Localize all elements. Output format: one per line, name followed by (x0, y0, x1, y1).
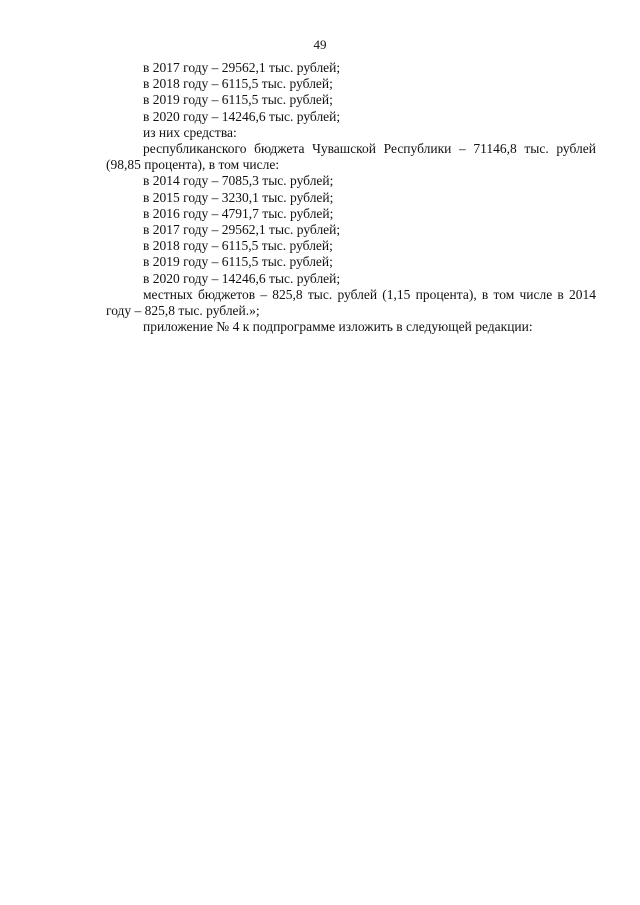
republic-line-2016: в 2016 году – 4791,7 тыс. рублей; (143, 205, 334, 221)
funding-line-2018: в 2018 году – 6115,5 тыс. рублей; (143, 76, 333, 92)
republic-budget-paragraph: республиканского бюджета Чувашской Республики – 71146,8 тыс. рублей (98,85 процента), в том числе: (106, 141, 596, 173)
appendix-paragraph: приложение № 4 к подпрограмме изложить в следующей редакции: (143, 319, 533, 335)
funding-line-2019: в 2019 году – 6115,5 тыс. рублей; (143, 92, 333, 108)
funding-line-2017: в 2017 году – 29562,1 тыс. рублей; (143, 60, 341, 75)
republic-line-2020: в 2020 году – 14246,6 тыс. рублей; (143, 270, 341, 286)
page-number: 49 (313, 37, 327, 52)
republic-line-2017: в 2017 году – 29562,1 тыс. рублей; (143, 222, 341, 238)
funding-sources-intro: из них средства: (143, 124, 237, 140)
local-budget-paragraph: местных бюджетов – 825,8 тыс. рублей (1,15 процента), в том числе в 2014 году – 825,8 тыс. рублей.»; (106, 286, 596, 319)
funding-line-2020: в 2020 году – 14246,6 тыс. рублей; (143, 108, 341, 124)
document-body (106, 60, 596, 335)
republic-line-2014: в 2014 году – 7085,3 тыс. рублей; (143, 173, 334, 189)
republic-line-2019: в 2019 году – 6115,5 тыс. рублей; (143, 254, 333, 270)
republic-line-2015: в 2015 году – 3230,1 тыс. рублей; (143, 189, 334, 205)
republic-line-2018: в 2018 году – 6115,5 тыс. рублей; (143, 238, 333, 254)
